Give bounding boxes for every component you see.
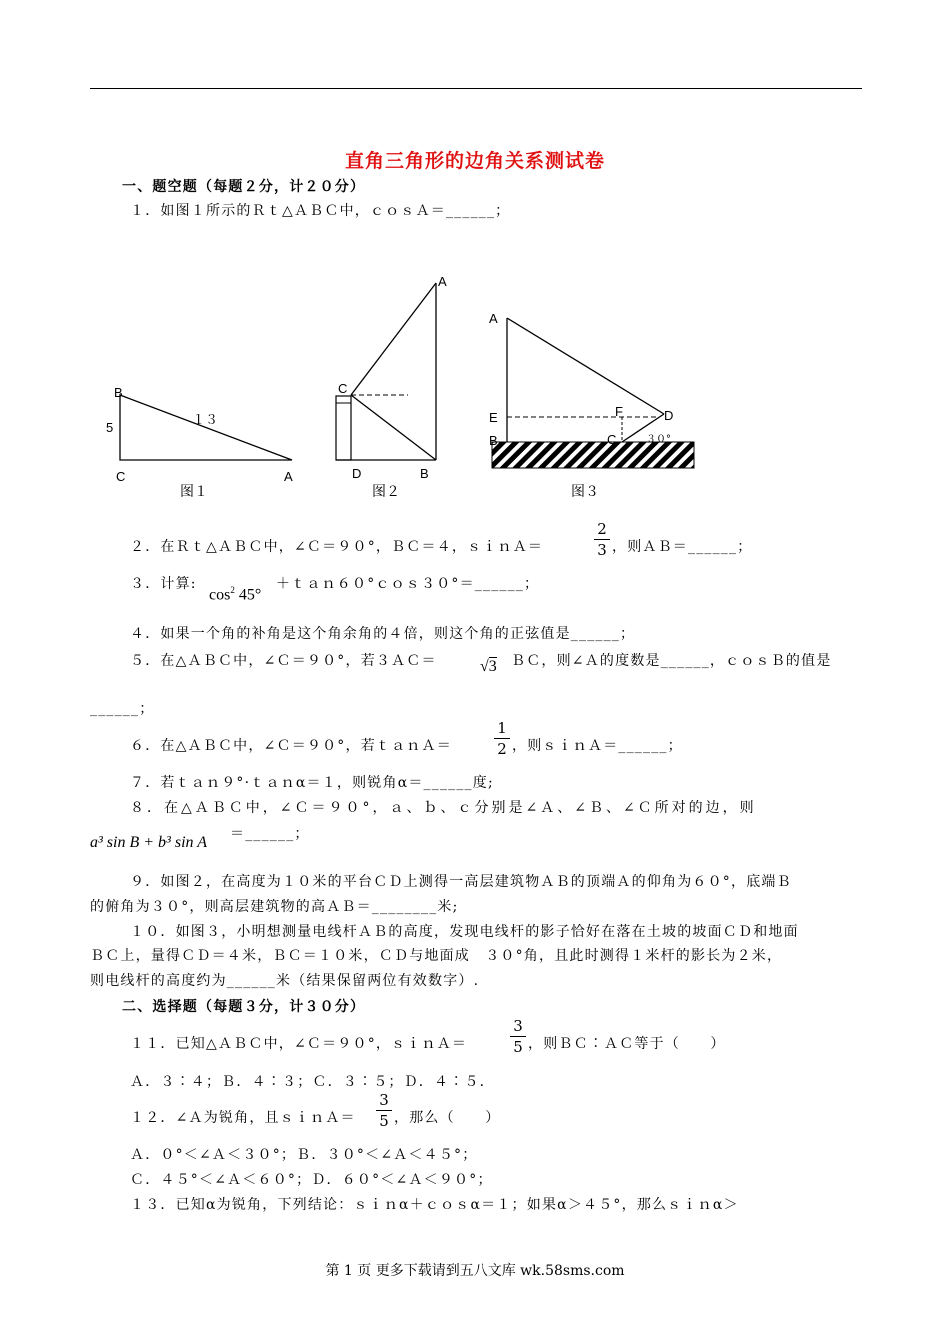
question-9-line-1: ９．如图２，在高度为１０米的平台ＣＤ上测得一高层建筑物ＡＢ的顶端Ａ的仰角为６０°，底端Ｂ <box>130 874 792 890</box>
page-title: 直角三角形的边角关系测试卷 <box>344 150 605 172</box>
fig3-label-c: C <box>607 432 617 447</box>
question-12-options-1: Ａ．０°＜∠Ａ＜３０°；Ｂ．３０°＜∠Ａ＜４５°； <box>130 1147 478 1163</box>
question-3-text: ３．计算: <box>130 576 197 592</box>
question-5-tail: ＢＣ，则∠Ａ的度数是______，ｃｏｓＢ的值是 <box>511 653 832 669</box>
figure-2 <box>336 274 447 500</box>
question-2-text: ２．在Ｒｔ△ＡＢＣ中，∠Ｃ＝９０°，ＢＣ＝４，ｓｉｎＡ＝ <box>130 539 544 555</box>
fig1-caption: 图１ <box>180 484 208 500</box>
question-6-fraction: 1 2 <box>494 719 510 758</box>
fig1-label-bc: 5 <box>106 420 114 435</box>
question-7: ７．若ｔａｎ９°·ｔａｎα＝１，则锐角α＝______度; <box>130 775 494 791</box>
fig3-label-a: A <box>489 311 498 326</box>
question-6-text: ６．在△ＡＢＣ中，∠Ｃ＝９０°，若ｔａｎＡ＝ <box>130 738 452 754</box>
fig3-caption: 图３ <box>571 484 599 500</box>
question-13: １３．已知α为锐角，下列结论：ｓｉｎα＋ｃｏｓα＝１；如果α＞４５°，那么ｓｉｎα＞ <box>130 1197 739 1213</box>
question-6-tail: ，则ｓｉｎＡ＝______； <box>512 738 683 754</box>
question-9-line-2: 的俯角为３０°，则高层建筑物的高ＡＢ＝________米; <box>90 899 459 915</box>
figure-3 <box>489 311 694 500</box>
fig1-label-a: A <box>284 469 293 484</box>
question-8-line-1: ８．在△ＡＢＣ中，∠Ｃ＝９０°，ａ、ｂ、ｃ分别是∠Ａ、∠Ｂ、∠Ｃ所对的边，则 <box>130 800 757 816</box>
fig2-caption: 图２ <box>372 484 400 500</box>
fig2-label-d: D <box>352 466 362 481</box>
question-8-tail: ＝______； <box>230 826 310 842</box>
question-1: １．如图１所示的Ｒｔ△ＡＢＣ中，ｃｏｓＡ＝______； <box>130 203 511 219</box>
fig2-label-c: C <box>338 381 348 396</box>
question-11-text: １１．已知△ＡＢＣ中，∠Ｃ＝９０°，ｓｉｎＡ＝ <box>130 1036 468 1052</box>
page-footer: 第 1 页 更多下载请到五八文库 wk.58sms.com <box>325 1263 625 1279</box>
question-3-tail: ＋ｔａｎ６０°ｃｏｓ３０°＝______； <box>276 576 540 592</box>
question-3-cos-expression: $\cos^2 45^\circ$ <box>209 585 262 604</box>
question-10-line-2: ＢＣ上，量得ＣＤ＝４米，ＢＣ＝１０米，ＣＤ与地面成 ３０°角，且此时测得１米杆的影长为２米， <box>90 948 783 964</box>
question-12-text: １２．∠Ａ为锐角，且ｓｉｎＡ＝ <box>130 1110 356 1126</box>
fig3-label-b: B <box>489 433 498 448</box>
question-12-tail: ，那么（ ） <box>394 1110 501 1126</box>
question-11-fraction: 3 5 <box>510 1017 526 1056</box>
question-12-options-2: Ｃ．４５°＜∠Ａ＜６０°；Ｄ．６０°＜∠Ａ＜９０°； <box>130 1172 493 1188</box>
question-5-text: ５．在△ＡＢＣ中，∠Ｃ＝９０°，若３ＡＣ＝ <box>130 653 437 669</box>
fig2-platform <box>336 396 351 460</box>
fig2-label-b: B <box>420 466 429 481</box>
fig1-label-ab: １３ <box>192 412 219 427</box>
question-10-line-3: 则电线杆的高度约为______米（结果保留两位有效数字）. <box>90 973 480 989</box>
fig2-label-a: A <box>438 274 447 289</box>
figure-1 <box>106 385 293 500</box>
fig3-label-d: D <box>664 408 674 423</box>
question-4: ４．如果一个角的补角是这个角余角的４倍，则这个角的正弦值是______； <box>130 626 636 642</box>
section-heading-choice: 二、选择题（每题３分，计３０分） <box>122 999 366 1015</box>
fig3-label-e: E <box>489 410 498 425</box>
question-5-continuation: ______； <box>90 701 155 717</box>
question-2-fraction: 2 3 <box>594 520 610 559</box>
question-5-sqrt: √3 <box>480 658 497 675</box>
fig3-label-f: F <box>615 404 623 419</box>
fig3-ground <box>492 442 694 468</box>
fig1-triangle <box>120 395 292 460</box>
fig1-label-b: B <box>114 385 123 400</box>
fig1-label-c: C <box>116 469 126 484</box>
question-12-fraction: 3 5 <box>376 1091 392 1130</box>
section-heading-fill: 一、题空题（每题２分，计２０分） <box>122 179 366 195</box>
fig3-angle: ３０° <box>646 434 671 445</box>
question-8-expression: a³ sin B + b³ sin A <box>90 834 207 851</box>
question-2-tail: ，则ＡＢ＝______； <box>612 539 753 555</box>
question-10-line-1: １０．如图３，小明想测量电线杆ＡＢ的高度，发现电线杆的影子恰好在落在土坡的坡面ＣＤ和地面 <box>130 924 799 940</box>
question-11-tail: ，则ＢＣ∶ＡＣ等于（ ） <box>528 1036 726 1052</box>
figures <box>0 0 950 520</box>
question-11-options: Ａ．３∶４；Ｂ．４∶３；Ｃ．３∶５；Ｄ．４∶５． <box>130 1074 495 1090</box>
